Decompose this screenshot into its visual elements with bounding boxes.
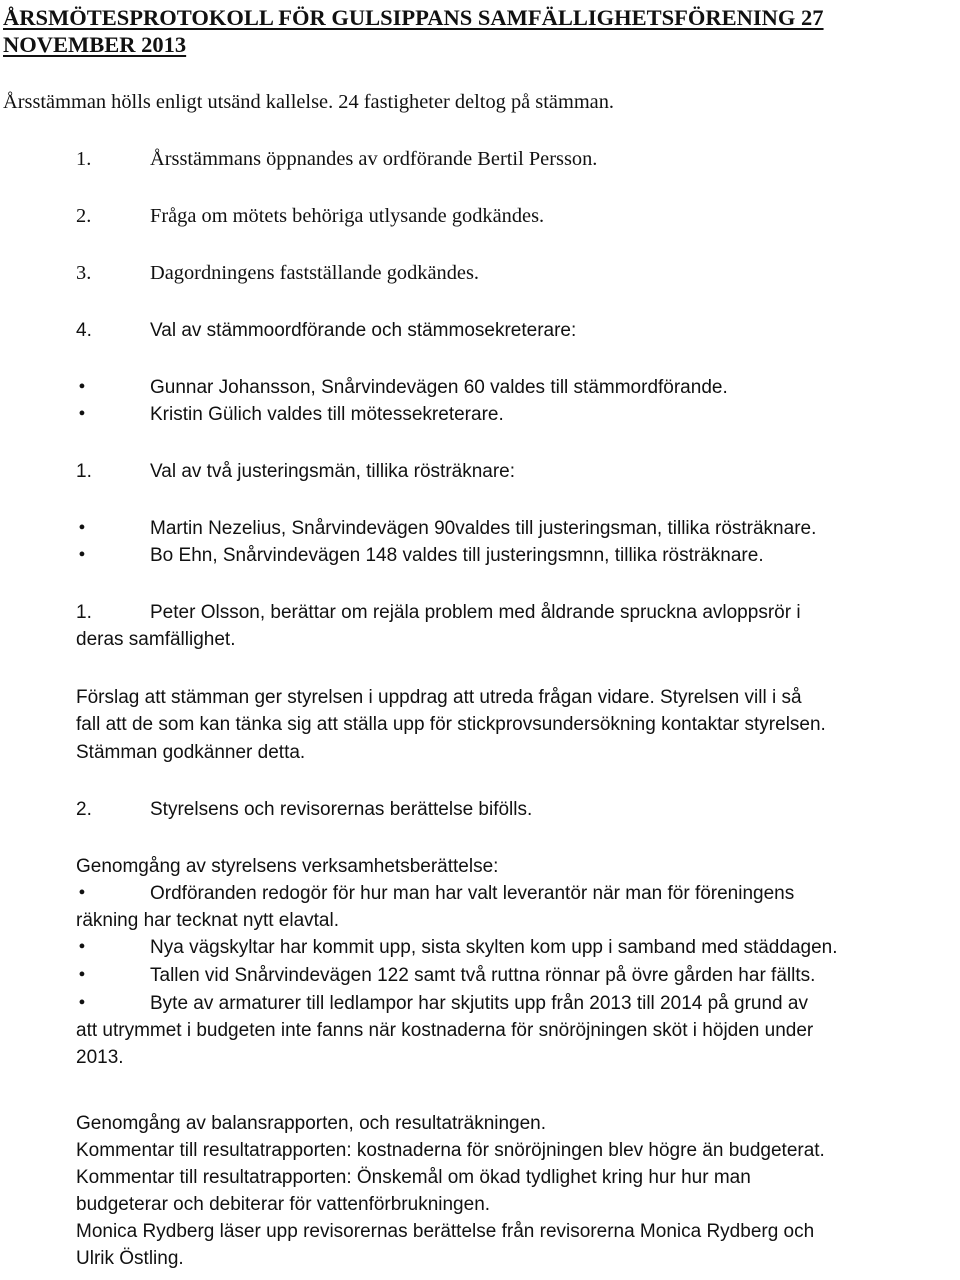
adjuster-text: Martin Nezelius, Snårvindevägen 90valdes till justeringsman, tillika rösträknare. <box>150 518 817 539</box>
agenda-item-text: Val av stämmoordförande och stämmosekreterare: <box>150 320 577 341</box>
officer-text: Gunnar Johansson, Snårvindevägen 60 valdes till stämmordförande. <box>150 377 728 398</box>
agenda-item-number: 1. <box>76 461 92 482</box>
comment-line-5: Ulrik Östling. <box>76 1248 184 1269</box>
bullet-icon: • <box>78 936 86 958</box>
review-text: Nya vägskyltar har kommit upp, sista skylten kom upp i samband med städdagen. <box>150 937 838 958</box>
comment-line-3: budgeterar och debiterar för vattenförbrukningen. <box>76 1194 491 1215</box>
agenda-item-number: 1. <box>76 602 92 623</box>
proposal-line-2: fall att de som kan tänka sig att ställa upp för stickprovsundersökning kontaktar styrelsen. <box>76 714 826 735</box>
officer-text: Kristin Gülich valdes till mötessekreterare. <box>150 404 504 425</box>
agenda-item-text: Val av två justeringsmän, tillika rösträknare: <box>150 461 516 482</box>
peter-line-2: deras samfällighet. <box>76 629 236 650</box>
review-heading: Genomgång av styrelsens verksamhetsberättelse: <box>76 856 499 877</box>
proposal-line-1: Förslag att stämman ger styrelsen i uppdrag att utreda frågan vidare. Styrelsen vill i så <box>76 687 802 708</box>
agenda-item-text: Styrelsens och revisorernas berättelse bifölls. <box>150 799 533 820</box>
agenda-item-text: Fråga om mötets behöriga utlysande godkändes. <box>150 205 545 227</box>
agenda-item-number: 3. <box>76 262 92 284</box>
intro-paragraph: Årsstämman hölls enligt utsänd kallelse. 24 fastigheter deltog på stämman. <box>3 91 615 113</box>
bullet-icon: • <box>78 992 86 1014</box>
comment-line-4: Monica Rydberg läser upp revisorernas berättelse från revisorerna Monica Rydberg och <box>76 1221 815 1242</box>
agenda-item-text: Årsstämmans öppnandes av ordförande Bertil Persson. <box>150 148 598 170</box>
proposal-line-3: Stämman godkänner detta. <box>76 742 306 763</box>
review-text: Byte av armaturer till ledlampor har skjutits upp från 2013 till 2014 på grund av <box>150 993 808 1014</box>
agenda-item-number: 2. <box>76 799 92 820</box>
review-bullet-4-continuation-1: att utrymmet i budgeten inte fanns när kostnaderna för snöröjningen sköt i höjden under <box>76 1020 814 1041</box>
review-text: Tallen vid Snårvindevägen 122 samt två ruttna rönnar på övre gården har fällts. <box>150 965 816 986</box>
review-bullet-1-continuation: räkning har tecknat nytt elavtal. <box>76 910 339 931</box>
review-text: Ordföranden redogör för hur man har valt leverantör när man för föreningens <box>150 883 795 904</box>
agenda-item-text: Dagordningens fastställande godkändes. <box>150 262 479 284</box>
comment-line-1: Kommentar till resultatrapporten: kostnaderna för snöröjningen blev högre än budgeterat. <box>76 1140 825 1161</box>
agenda-item-number: 1. <box>76 148 92 170</box>
agenda-item-number: 2. <box>76 205 92 227</box>
agenda-item-number: 4. <box>76 320 92 341</box>
balance-heading: Genomgång av balansrapporten, och resultaträkningen. <box>76 1113 547 1134</box>
document-title: ÅRSMÖTESPROTOKOLL FÖR GULSIPPANS SAMFÄLLIGHETSFÖRENING 27 NOVEMBER 2013 <box>3 5 824 57</box>
bullet-icon: • <box>78 403 86 425</box>
peter-line-1: Peter Olsson, berättar om rejäla problem med åldrande spruckna avloppsrör i <box>150 602 801 623</box>
bullet-icon: • <box>78 544 86 566</box>
bullet-icon: • <box>78 964 86 986</box>
comment-line-2: Kommentar till resultatrapporten: Önskemål om ökad tydlighet kring hur hur man <box>76 1167 751 1188</box>
adjuster-text: Bo Ehn, Snårvindevägen 148 valdes till justeringsmnn, tillika rösträknare. <box>150 545 764 566</box>
review-bullet-4-continuation-2: 2013. <box>76 1047 124 1068</box>
bullet-icon: • <box>78 517 86 539</box>
bullet-icon: • <box>78 376 86 398</box>
bullet-icon: • <box>78 882 86 904</box>
